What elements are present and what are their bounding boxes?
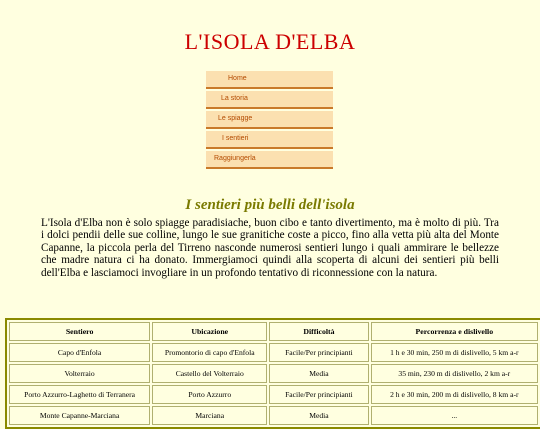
nav-item-le-spiagge[interactable]: Le spiagge [206,111,333,129]
cell-difficolta: Media [269,364,368,383]
table-row [9,406,538,425]
intro-paragraph: L'Isola d'Elba non è solo spiagge paradisiache, buon cibo e tanto divertimento, ma è molto di più. Tra i dolci pendii delle sue colline, lungo le sue granitiche coste a picco, fino alla vetta più alta del Monte Capanne, la piccola perla del Tirreno nasconde numerosi sentieri lungo i quali ammirare le bellezze che madre natura ci ha donato. Immergiamoci quindi alla scoperta di alcuni dei sentieri più belli dell'Elba e lasciamoci invogliare in un profondo tentativo di riconnessione con la natura. [41,217,499,279]
nav-item-la-storia[interactable]: La storia [206,91,333,109]
cell-sentiero: Porto Azzurro-Laghetto di Terranera [9,385,150,404]
table-row [9,364,538,383]
column-header-ubicazione: Ubicazione [152,322,267,341]
cell-percorrenza: 1 h e 30 min, 250 m di dislivello, 5 km a-r [371,343,538,362]
column-header-sentiero: Sentiero [9,322,150,341]
cell-ubicazione: Promontorio di capo d'Enfola [152,343,267,362]
column-header-difficolta: Difficoltà [269,322,368,341]
cell-percorrenza: 2 h e 30 min, 200 m di dislivello, 8 km a-r [371,385,538,404]
section-heading: I sentieri più belli dell'isola [185,197,355,214]
cell-difficolta: Media [269,406,368,425]
table-header-row [9,322,538,341]
main-nav [206,71,333,171]
cell-difficolta: Facile/Per principianti [269,343,368,362]
cell-ubicazione: Castello del Volterraio [152,364,267,383]
nav-item-i-sentieri[interactable]: I sentieri [206,131,333,149]
nav-item-home[interactable]: Home [206,71,333,89]
cell-sentiero: Monte Capanne-Marciana [9,406,150,425]
cell-sentiero: Capo d'Enfola [9,343,150,362]
cell-sentiero: Volterraio [9,364,150,383]
table-row [9,385,538,404]
column-header-percorrenza: Percorrenza e dislivello [371,322,538,341]
table-row [9,343,538,362]
cell-ubicazione: Porto Azzurro [152,385,267,404]
cell-difficolta: Facile/Per principianti [269,385,368,404]
cell-percorrenza: 35 min, 230 m di dislivello, 2 km a-r [371,364,538,383]
nav-item-raggiungerla[interactable]: Raggiungerla [206,151,333,169]
cell-ubicazione: Marciana [152,406,267,425]
cell-percorrenza: ... [371,406,538,425]
site-title: L'ISOLA D'ELBA [184,28,356,54]
trails-table [5,318,540,429]
